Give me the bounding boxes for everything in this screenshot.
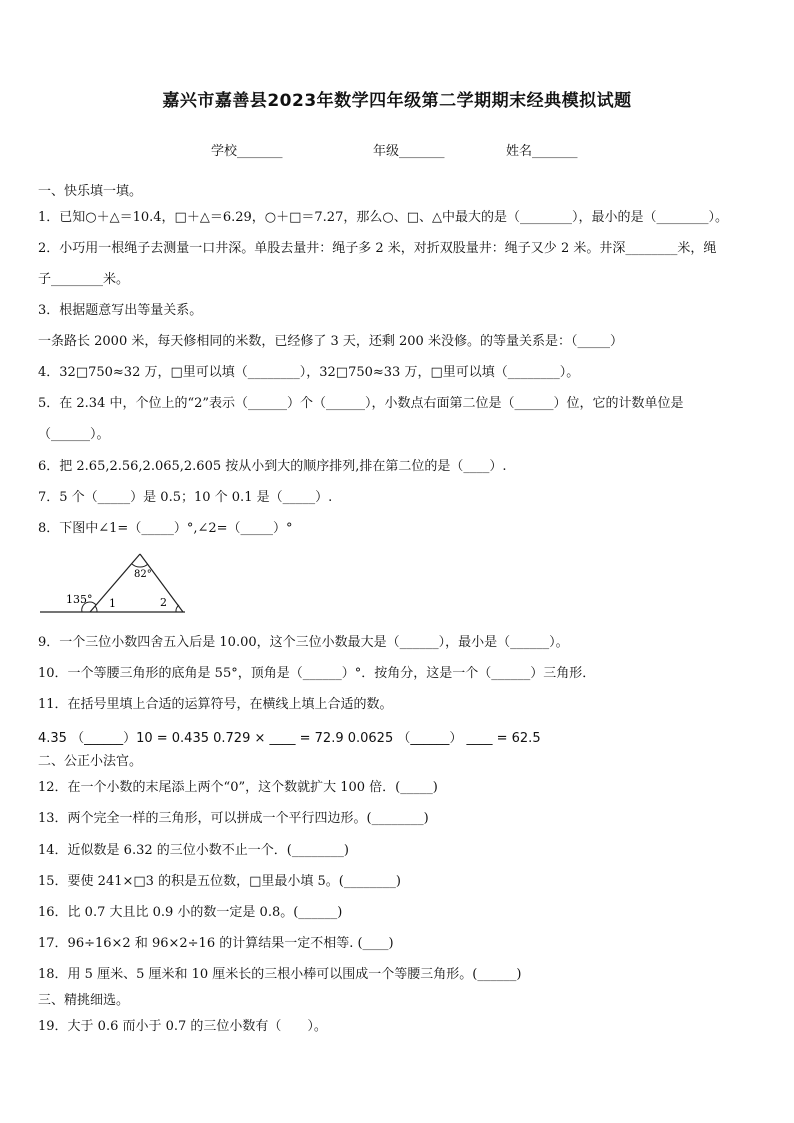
question-2-line-2: 子________米。 bbox=[38, 272, 130, 287]
page-title: 嘉兴市嘉善县2023年数学四年级第二学期期末经典模拟试题 bbox=[162, 91, 632, 111]
question-3-detail: 一条路长 2000 米，每天修相同的米数，已经修了 3 天，还剩 200 米没修。的等量关系是：（_____） bbox=[38, 334, 623, 349]
angle-2-label: 2 bbox=[160, 596, 167, 609]
question-17: 17．96÷16×2 和 96×2÷16 的计算结果一定不相等. (____) bbox=[38, 936, 394, 951]
question-14: 14．近似数是 6.32 的三位小数不止一个．(________) bbox=[38, 843, 349, 858]
section-heading-3: 三、精挑细选。 bbox=[38, 993, 130, 1008]
angle-2-arc bbox=[176, 605, 179, 612]
question-19: 19．大于 0.6 而小于 0.7 的三位小数有（ ）。 bbox=[38, 1019, 327, 1034]
question-4: 4．32□750≈32 万，□里可以填（________），32□750≈33 万，□里可以填（________）。 bbox=[38, 365, 580, 380]
question-11-math: 4.35 （______）10 = 0.435 0.729 × ____ = 72.9 0.0625 （______） ____ = 62.5 bbox=[38, 731, 541, 746]
top-angle-label: 82° bbox=[134, 569, 152, 580]
angle-1-arc bbox=[95, 606, 97, 612]
section-heading-1: 一、快乐填一填。 bbox=[38, 184, 143, 199]
question-2-line-1: 2．小巧用一根绳子去测量一口井深。单股去量井：绳子多 2 米，对折双股量井：绳子又少 2 米。井深________米，绳 bbox=[38, 241, 717, 256]
question-8: 8．下图中∠1=（_____）°,∠2=（_____）° bbox=[38, 521, 293, 536]
question-16: 16．比 0.7 大且比 0.9 小的数一定是 0.8。(______) bbox=[38, 905, 343, 920]
question-9: 9．一个三位小数四舍五入后是 10.00，这个三位小数最大是（______），最小是（______）。 bbox=[38, 635, 569, 650]
question-15: 15．要使 241×□3 的积是五位数，□里最小填 5。(________) bbox=[38, 874, 401, 889]
angle-1-label: 1 bbox=[109, 597, 116, 610]
question-5-line-1: 5．在 2.34 中，个位上的“2”表示（______）个（______），小数点右面第二位是（______）位，它的计数单位是 bbox=[38, 396, 684, 411]
question-3: 3．根据题意写出等量关系。 bbox=[38, 303, 203, 318]
school-field: 学校_______ bbox=[211, 144, 283, 159]
question-10: 10．一个等腰三角形的底角是 55°，顶角是（______）°．按角分，这是一个（______）三角形． bbox=[38, 666, 596, 681]
question-12: 12．在一个小数的末尾添上两个“0”，这个数就扩大 100 倍．(_____) bbox=[38, 780, 438, 795]
question-18: 18．用 5 厘米、5 厘米和 10 厘米长的三根小棒可以围成一个等腰三角形。(______) bbox=[38, 967, 522, 982]
question-5-line-2: （______）。 bbox=[38, 427, 110, 442]
question-6: 6．把 2.65,2.56,2.065,2.605 按从小到大的顺序排列,排在第二位的是（____）. bbox=[38, 459, 507, 474]
section-heading-2: 二、公正小法官。 bbox=[38, 754, 143, 769]
question-13: 13．两个完全一样的三角形，可以拼成一个平行四边形。(________) bbox=[38, 811, 429, 826]
outer-angle-label: 135° bbox=[66, 593, 93, 606]
name-field: 姓名_______ bbox=[506, 144, 578, 159]
question-11: 11．在括号里填上合适的运算符号，在横线上填上合适的数。 bbox=[38, 697, 393, 712]
triangle-figure bbox=[40, 548, 190, 616]
question-7: 7．5 个（_____）是 0.5；10 个 0.1 是（_____）. bbox=[38, 490, 333, 505]
grade-field: 年级_______ bbox=[373, 144, 445, 159]
top-angle-arc bbox=[132, 564, 148, 567]
question-1: 1．已知○＋△＝10.4，□＋△＝6.29，○＋□＝7.27，那么○、□、△中最大的是（________），最小的是（________）。 bbox=[38, 210, 728, 225]
